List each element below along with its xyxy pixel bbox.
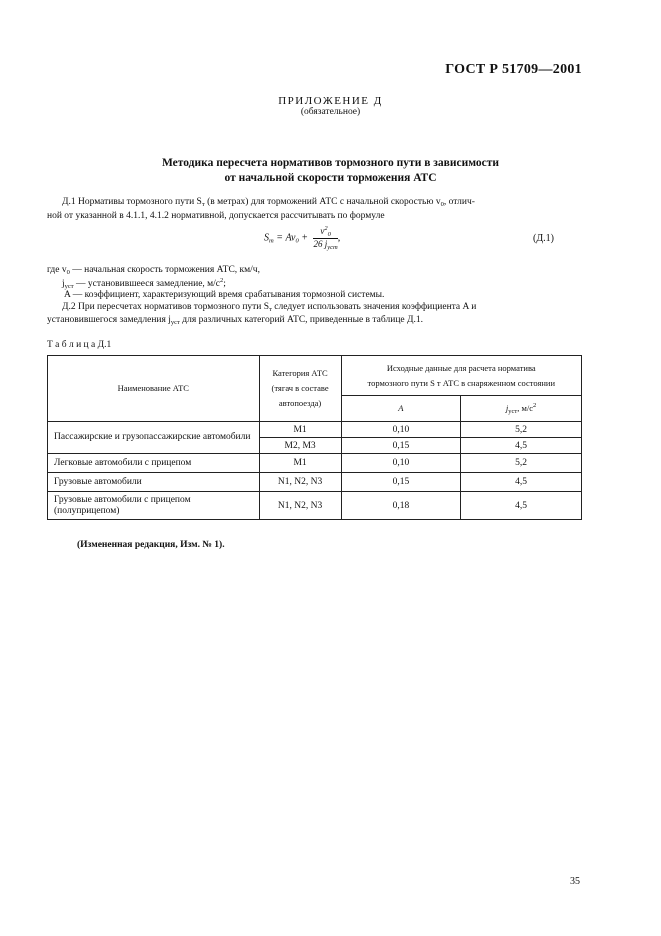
amendment-note: (Измененная редакция, Изм. № 1).	[77, 540, 225, 550]
para-d1-line1: Д.1 Нормативы тормозного пути $S_т$ (в метрах) для торможений АТС с начальной скоростью $v_0$, отлич-	[62, 197, 475, 208]
row-category: M1	[259, 454, 341, 473]
formula-d1: $S_т = Av_0$ + $\frac{v^2_0}{26 j_{уст}}$ ,	[264, 225, 341, 251]
where-line2: $j_{уст}$ — установившееся замедление, $м/с^2$;	[62, 277, 226, 290]
para-d1-line2: ной от указанной в 4.1.1, 4.1.2 нормативной, допускается рассчитывать по формуле	[47, 211, 385, 221]
appendix-status: (обязательное)	[300, 107, 361, 117]
formula-fraction: $\frac{v^2_0}{26 j_{уст}}$	[313, 225, 338, 251]
para-d2-line2: установившегося замедления $j_{уст}$ для различных категорий АТС, приведенные в таблице Д.1.	[47, 315, 423, 326]
row-name: Грузовые автомобили	[48, 473, 260, 492]
col-header-name: Наименование АТС	[48, 356, 260, 422]
row-j: 5,2	[461, 454, 582, 473]
table-caption: Т а б л и ц а Д.1	[47, 340, 112, 350]
row-j: 4,5	[461, 473, 582, 492]
row-a: 0,10	[341, 422, 461, 438]
row-name: Легковые автомобили с прицепом	[48, 454, 260, 473]
row-j: 5,2	[461, 422, 582, 438]
row-a: 0,10	[341, 454, 461, 473]
row-a: 0,18	[341, 492, 461, 520]
row-a: 0,15	[341, 438, 461, 454]
row-category: N1, N2, N3	[259, 492, 341, 520]
document-id: ГОСТ Р 51709—2001	[445, 62, 582, 77]
row-a: 0,15	[341, 473, 461, 492]
appendix-title: ПРИЛОЖЕНИЕ Д	[278, 95, 383, 107]
where-line3: A — коэффициент, характеризующий время срабатывания тормозной системы.	[64, 290, 385, 300]
col-header-category: Категория АТС (тягач в составе автопоезда)	[259, 356, 341, 422]
para-d2-line1: Д.2 При пересчетах нормативов тормозного пути $S_т$ следует использовать значения коэффициента A и	[62, 302, 477, 313]
col-header-source-data: Исходные данные для расчета норматива тормозного пути S т АТС в снаряженном состоянии	[341, 356, 581, 396]
col-header-a: A	[341, 396, 461, 422]
section-heading-line2: от начальной скорости торможения АТС	[224, 172, 437, 184]
row-j: 4,5	[461, 438, 582, 454]
row-name: Пассажирские и грузопассажирские автомобили	[48, 422, 260, 454]
row-category: M1	[259, 422, 341, 438]
col-header-j: $j_{уст}$, $м/с^2$	[461, 396, 582, 422]
where-line1: где $v_0$ — начальная скорость торможения АТС, км/ч,	[47, 265, 260, 276]
equation-number: (Д.1)	[533, 233, 554, 244]
data-table	[47, 355, 582, 520]
section-heading-line1: Методика пересчета нормативов тормозного пути в зависимости	[161, 157, 500, 169]
row-name: Грузовые автомобили с прицепом (полуприцепом)	[48, 492, 260, 520]
row-j: 4,5	[461, 492, 582, 520]
page-number: 35	[570, 876, 580, 887]
row-category: N1, N2, N3	[259, 473, 341, 492]
row-category: M2, M3	[259, 438, 341, 454]
